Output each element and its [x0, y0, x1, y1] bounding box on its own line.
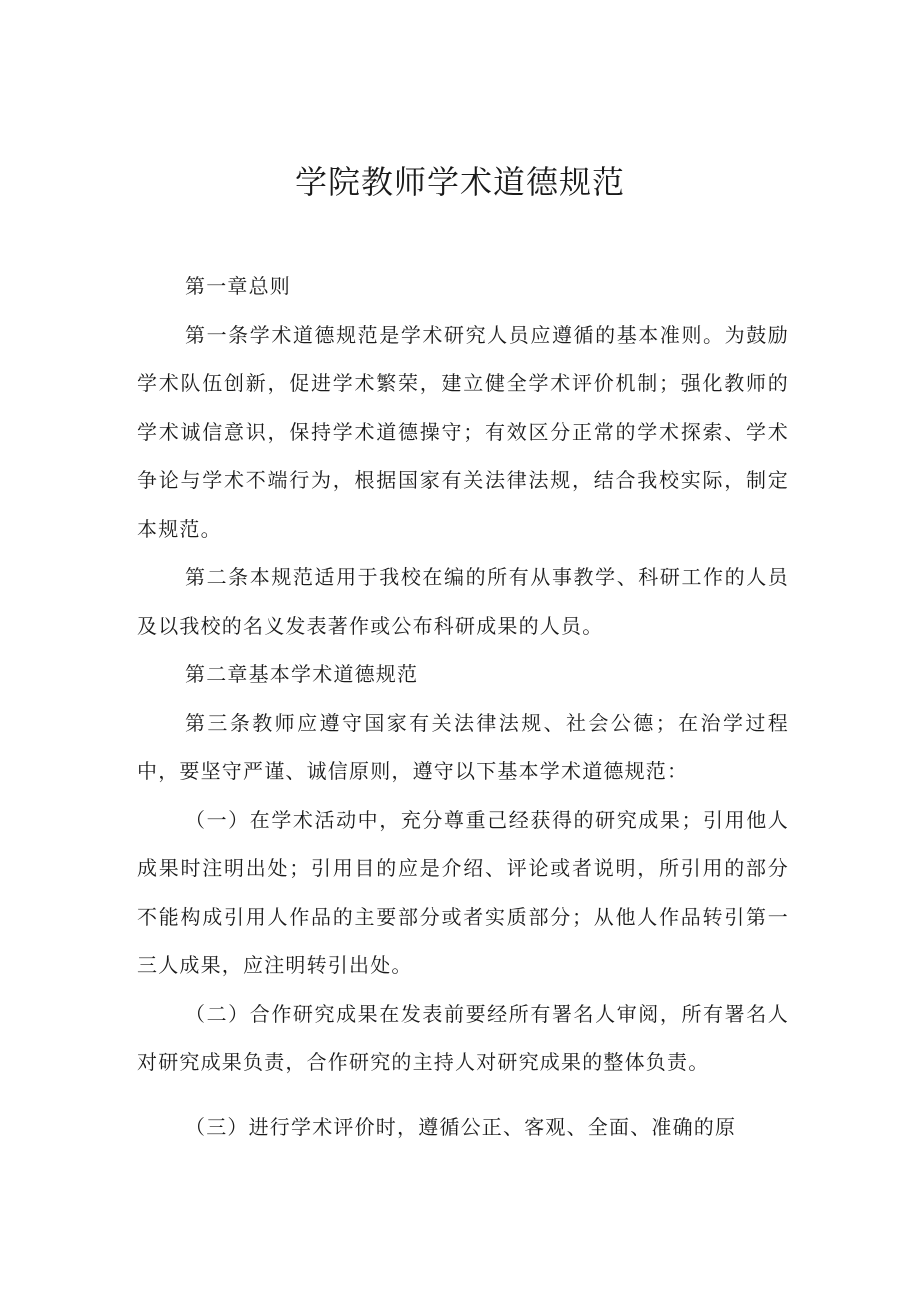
article-3-item-3: （三）进行学术评价时，遵循公正、客观、全面、准确的原 [185, 1114, 737, 1139]
chapter-heading-1: 第一章总则 [185, 274, 291, 298]
article-3: 第三条教师应遵守国家有关法律法规、社会公德；在治学过程中，要坚守严谨、诚信原则，遵守以下基本学术道德规范： [137, 710, 789, 783]
article-3-item-2: （二）合作研究成果在发表前要经所有署名人审阅，所有署名人对研究成果负责，合作研究的主持人对研究成果的整体负责。 [137, 1001, 789, 1074]
chapter-heading-2: 第二章基本学术道德规范 [185, 662, 419, 686]
document-title: 学院教师学术道德规范 [294, 163, 625, 201]
document-body [137, 262, 789, 1151]
article-3-item-1: （一）在学术活动中，充分尊重己经获得的研究成果；引用他人成果时注明出处；引用目的应是介绍、评论或者说明，所引用的部分不能构成引用人作品的主要部分或者实质部分；从他人作品转引第一三人成果，应注明转引出处。 [137, 807, 789, 977]
article-2: 第二条本规范适用于我校在编的所有从事教学、科研工作的人员及以我校的名义发表著作或公布科研成果的人员。 [137, 565, 789, 638]
article-1: 第一条学术道德规范是学术研究人员应遵循的基本准则。为鼓励学术队伍创新，促进学术繁荣，建立健全学术评价机制；强化教师的学术诚信意识，保持学术道德操守；有效区分正常的学术探索、学术争论与学术不端行为，根据国家有关法律法规，结合我校实际，制定本规范。 [137, 322, 789, 541]
